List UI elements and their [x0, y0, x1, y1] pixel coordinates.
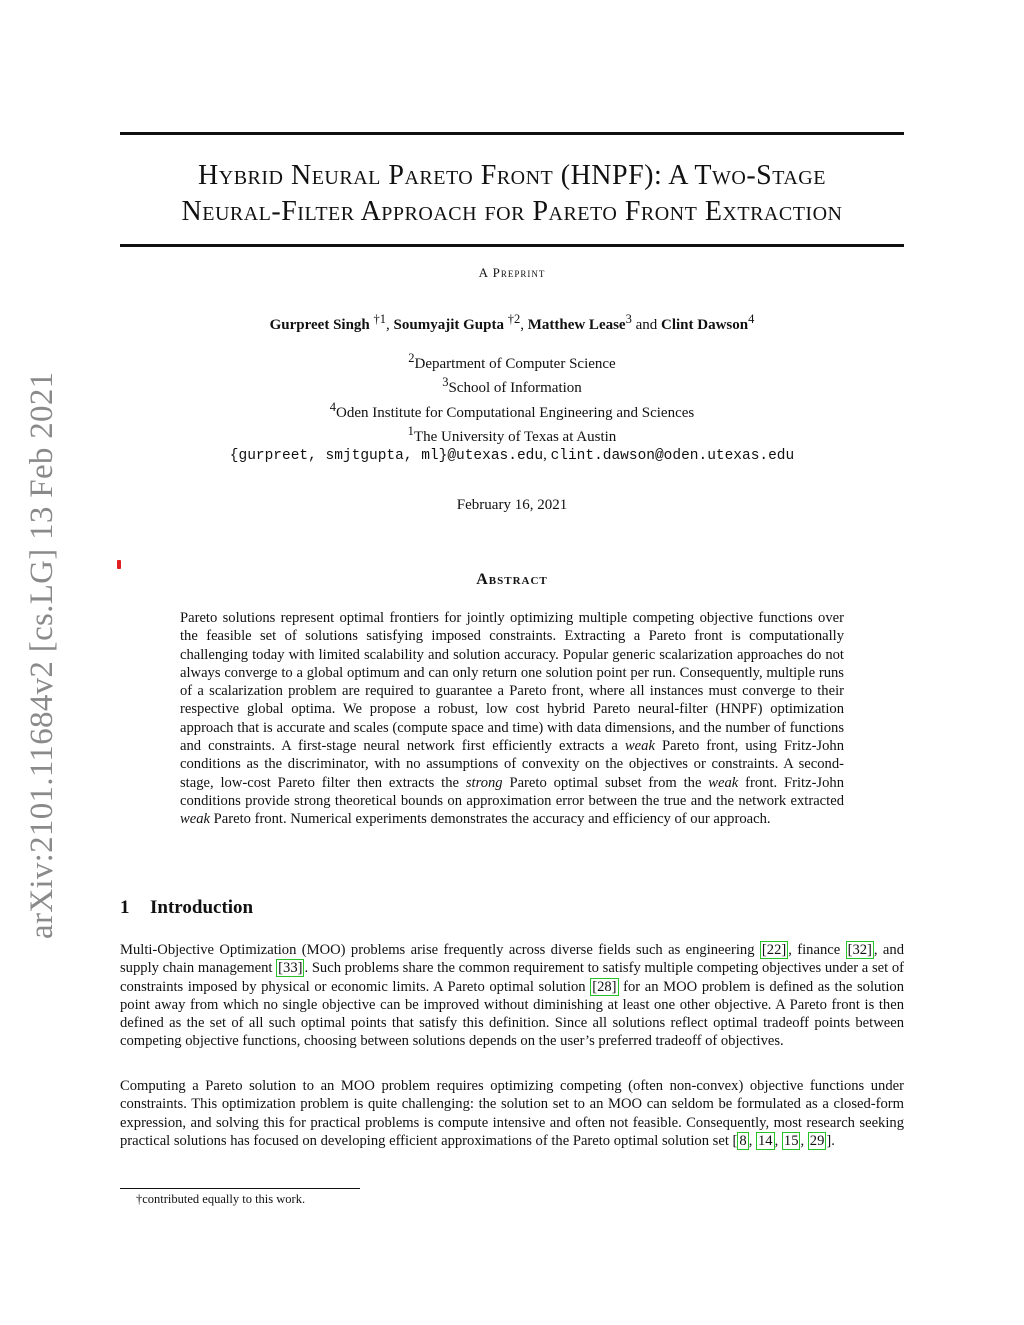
citation-link[interactable]: [32] [847, 942, 872, 958]
intro-paragraph-2: Computing a Pareto solution to an MOO problem requires optimizing competing (often non-convex) objective functions under constraints. This optimization problem is quite challenging: the solution set to an MOO can seldom be formulated as a closed-form expression, and solving this for practical problems is compute intensive and often not feasible. Consequently, most research seeking practical solutions has focused on developing efficient approximations of the Pareto optimal solution set [ 8 , 14 , 15 , 29 ]. [120, 1078, 904, 1149]
citation-link[interactable]: 15 [783, 1132, 799, 1149]
author-name: Clint Dawson [661, 317, 749, 333]
affiliation-line: $^2$Department of Computer Science [408, 351, 616, 372]
author-name: Matthew Lease [527, 317, 626, 333]
affiliation-line: $^3$School of Information [442, 375, 582, 397]
annotation-marker [117, 560, 121, 569]
preprint-label: A Preprint [478, 265, 546, 280]
affiliations [120, 349, 904, 465]
author-affil-sup: 3 [625, 312, 632, 326]
abstract-heading: Abstract [476, 571, 548, 588]
paper-title [120, 158, 904, 230]
author-affil-sup: †1 [373, 312, 387, 326]
citation-link[interactable]: [22] [761, 942, 787, 958]
affiliation-line: $^4$Oden Institute for Computational Engineering and Sciences [329, 399, 695, 421]
title-line-2: Neural-Filter Approach for Pareto Front Extraction [181, 196, 843, 227]
citation-link[interactable]: [28] [592, 978, 617, 995]
author-list: Gurpreet Singh $^{\dagger 1}$, Soumyajit Gupta $^{\dagger 2}$, Matthew Lease$^3$ and Clint Dawson$^4$ [269, 312, 755, 333]
citation-link[interactable]: [33] [278, 960, 303, 977]
author-name: Soumyajit Gupta [393, 317, 504, 333]
footnote-rule [120, 1188, 360, 1189]
title-top-rule [120, 132, 904, 135]
section-heading-introduction [120, 897, 253, 919]
citation-link[interactable]: 8 [739, 1132, 747, 1149]
abstract-body: Pareto solutions represent optimal frontiers for jointly optimizing multiple competing objective functions over the feasible set of solutions satisfying imposed constraints. Extracting a Pareto front is computationally challenging today with limited scalability and solution accuracy. Popular generic scalarization approaches do not always converge to a global optimum and can only return one solution point per run. Consequently, multiple runs of a scalarization problem are required to guarantee a Pareto front, where all instances must converge to their respective global optima. We propose a robust, low cost hybrid Pareto neural-filter (HNPF) optimization approach that is accurate and scales (compute space and time) with data dimensions, and the number of functions and constraints. A first-stage neural network first efficiently extracts a weak Pareto front, using Fritz-John conditions as the discriminator, with no assumptions of convexity on the objectives or constraints. A second-stage, low-cost Pareto filter then extracts the strong Pareto optimal subset from the weak front. Fritz-John conditions provide strong theoretical bounds on approximation error between the true and the network extracted weak Pareto front. Numerical experiments demonstrates the accuracy and efficiency of our approach. [180, 610, 844, 828]
citation-link[interactable]: 14 [758, 1132, 773, 1149]
author-affil-sup: 4 [748, 312, 755, 326]
author-name: Gurpreet Singh [269, 317, 370, 333]
footnote: †contributed equally to this work. [136, 1192, 306, 1206]
email-line: {gurpreet, smjtgupta, ml}@utexas.edu, clint.dawson@oden.utexas.edu [229, 447, 795, 465]
title-line-1: Hybrid Neural Pareto Front (HNPF): A Two-Stage [198, 160, 826, 191]
section-title: Introduction [150, 897, 254, 918]
section-number: 1 [120, 897, 130, 918]
intro-paragraph-1: Multi-Objective Optimization (MOO) problems arise frequently across diverse fields such as engineering [22] , finance [32] , and supply chain management [33] . Such problems share the common requirement to satisfy multiple competing objectives under a set of constraints imposed by physical or economic limits. A Pareto optimal solution [28] for an MOO problem is defined as the solution point away from which no single objective can be improved without diminishing at least one other objective. A Pareto front is then defined as the set of all such optimal points that satisfy this definition. Since all solutions reflect optimal tradeoff points between competing objective functions, choosing between solutions depends on the user’s preferred tradeoff of objectives. [120, 942, 904, 1050]
publication-date: February 16, 2021 [456, 497, 568, 513]
affiliation-line: $^1$The University of Texas at Austin [407, 423, 617, 445]
author-affil-sup: †2 [507, 312, 521, 326]
title-bottom-rule [120, 244, 904, 247]
email-single[interactable]: clint.dawson@oden.utexas.edu [550, 448, 795, 465]
citation-link[interactable]: 29 [809, 1132, 825, 1149]
email-group[interactable]: {gurpreet, smjtgupta, ml}@utexas.edu [229, 448, 544, 465]
arxiv-identifier: arXiv:2101.11684v2 [cs.LG] 13 Feb 2021 [24, 371, 60, 939]
